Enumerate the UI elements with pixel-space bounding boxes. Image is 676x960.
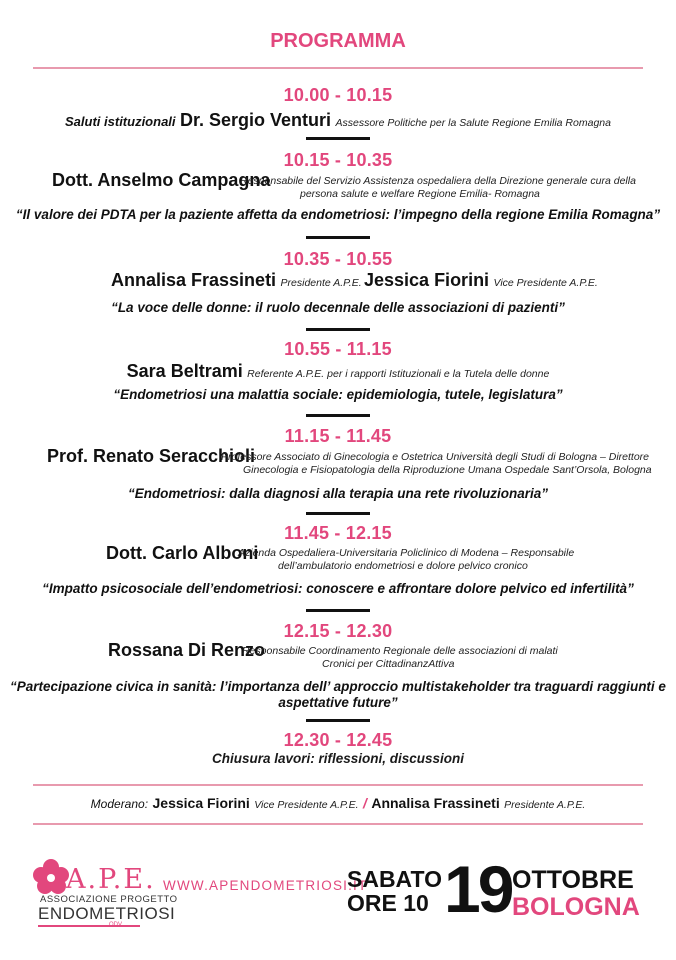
session-time: 11.15 - 11.45 xyxy=(284,426,392,446)
separator-bar xyxy=(306,137,370,140)
moderators-separator: / xyxy=(362,795,367,811)
speaker-role: Assessore Politiche per la Salute Regione Emilia Romagna xyxy=(335,117,611,129)
talk-title: “Endometriosi una malattia sociale: epidemiologia, tutele, legislatura” xyxy=(113,387,563,402)
session-time: 10.55 - 11.15 xyxy=(284,339,392,359)
logo-name: ENDOMETRIOSI xyxy=(38,904,176,923)
speaker-role: Azienda Ospedaliera-Universitaria Policlinico di Modena – Responsabile dell’ambulatorio endometriosi e dolore pelvico cronico xyxy=(238,547,575,572)
talk-title-continued: aspettative future” xyxy=(278,695,398,710)
speaker-name: Sara Beltrami xyxy=(126,361,243,381)
closing-text: Chiusura lavori: riflessioni, discussioni xyxy=(211,751,465,766)
session-time: 12.15 - 12.30 xyxy=(283,621,393,641)
speaker-role: Referente A.P.E. per i rapporti Istituzionali e la Tutela delle donne xyxy=(247,368,550,380)
separator-bar xyxy=(306,328,370,331)
session-time: 10.00 - 10.15 xyxy=(283,85,393,105)
moderator-role: Vice Presidente A.P.E. xyxy=(254,799,359,811)
speaker-name: Jessica Fiorini xyxy=(364,270,490,290)
moderator-role: Presidente A.P.E. xyxy=(504,799,586,811)
separator-bar xyxy=(306,609,370,612)
separator-bar xyxy=(306,512,370,515)
moderators-bottom-divider xyxy=(33,823,643,825)
logo-wordmark: A.P.E. xyxy=(66,864,156,895)
speaker-name: Annalisa Frassineti xyxy=(111,270,277,290)
event-month: OTTOBRE xyxy=(512,866,634,894)
speaker-role: Vice Presidente A.P.E. xyxy=(493,277,598,289)
talk-title: “Impatto psicosociale dell’endometriosi: conoscere e affrontare dolore pelvico ed infertilità” xyxy=(42,581,634,596)
event-date-number: 19 xyxy=(444,852,512,926)
moderators-label: Moderano: xyxy=(90,797,149,811)
session-time: 10.35 - 10.55 xyxy=(283,249,393,269)
program-title: PROGRAMMA xyxy=(270,30,406,52)
speaker-role: Responsabile del Servizio Assistenza ospedaliera della Direzione generale cura della persona salute e welfare Regione Emilia- Romagna xyxy=(240,175,636,200)
session-time: 12.30 - 12.45 xyxy=(283,730,393,750)
website-link[interactable]: WWW.APENDOMETRIOSI.IT xyxy=(163,878,368,893)
session-time: 10.15 - 10.35 xyxy=(283,150,393,170)
separator-bar xyxy=(306,414,370,417)
talk-title: “Il valore dei PDTA per la paziente affetta da endometriosi: l’impegno della regione Emilia Romagna” xyxy=(15,207,661,222)
session-time: 11.45 - 12.15 xyxy=(284,523,392,543)
speaker-line xyxy=(364,270,598,291)
speaker-name: Dott. Carlo Alboni xyxy=(106,543,259,563)
logo-underline xyxy=(38,925,140,927)
top-divider xyxy=(33,67,643,69)
speaker-role: Responsabile Coordinamento Regionale delle associazioni di malati Cronici per CittadinanzAttiva xyxy=(242,645,558,670)
session-lead: Saluti istituzionali xyxy=(65,114,176,129)
speaker-name: Prof. Renato Seracchioli xyxy=(47,446,256,466)
moderator-name: Jessica Fiorini xyxy=(152,795,250,811)
logo-subtitle: ASSOCIAZIONE PROGETTO xyxy=(40,894,178,905)
session-speaker-line xyxy=(0,110,676,131)
event-city: BOLOGNA xyxy=(512,893,640,921)
event-day: SABATO ORE 10 xyxy=(347,866,442,916)
talk-title: “Endometriosi: dalla diagnosi alla terapia una rete rivoluzionaria” xyxy=(127,486,549,501)
speaker-role: Professore Associato di Ginecologia e Ostetrica Università degli Studi di Bologna – Direttore Ginecologia e Fisiopatologia della Riproduzione Umana Ospedale Sant’Orsola, Bologna xyxy=(221,451,652,476)
separator-bar xyxy=(306,236,370,239)
speaker-name: Rossana Di Renzo xyxy=(108,640,266,660)
speaker-name: Dr. Sergio Venturi xyxy=(179,110,332,130)
moderator-name: Annalisa Frassineti xyxy=(371,795,500,811)
logo-suffix: ODV xyxy=(109,922,123,928)
moderators-line xyxy=(0,795,676,813)
speaker-line xyxy=(111,270,362,291)
talk-title: “Partecipazione civica in sanità: l’importanza dell’ approccio multistakeholder tra traguardi raggiunti e xyxy=(10,679,666,694)
speaker-role: Presidente A.P.E. xyxy=(280,277,362,289)
talk-title: “La voce delle donne: il ruolo decennale delle associazioni di pazienti” xyxy=(111,300,565,315)
speaker-name: Dott. Anselmo Campagna xyxy=(52,170,271,190)
separator-bar xyxy=(306,719,370,722)
moderators-top-divider xyxy=(33,784,643,786)
speaker-line xyxy=(0,361,676,382)
